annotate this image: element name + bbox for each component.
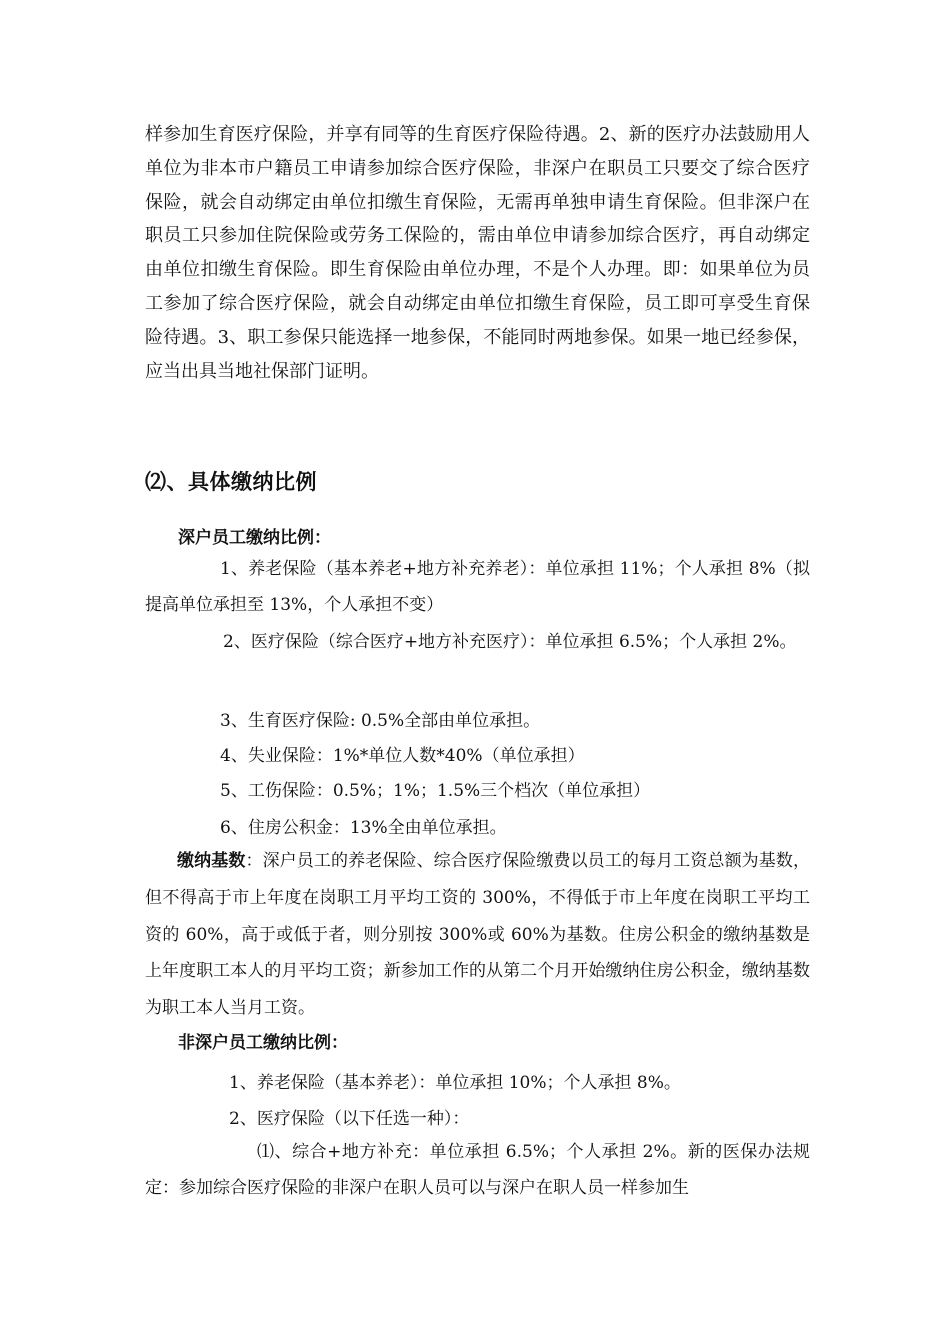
non-shenzhen-item-medical: 2、医疗保险（以下任选一种）： <box>229 1109 470 1129</box>
non-shenzhen-ratio-title: 非深户员工缴纳比例： <box>178 1033 348 1053</box>
non-shenzhen-item-pension: 1、养老保险（基本养老）：单位承担 10%；个人承担 8%。 <box>229 1073 681 1093</box>
shenzhen-item-housing-fund: 6、住房公积金：13%全由单位承担。 <box>220 818 507 838</box>
contribution-basis-paragraph <box>145 843 810 1027</box>
shenzhen-item-medical: 2、医疗保险（综合医疗+地方补充医疗）：单位承担 6.5%；个人承担 2%。 <box>223 632 797 652</box>
section-heading: ⑵、具体缴纳比例 <box>145 470 317 494</box>
intro-paragraph: 样参加生育医疗保险，并享有同等的生育医疗保险待遇。2、新的医疗办法鼓励用人单位为非本市户籍员工申请参加综合医疗保险，非深户在职员工只要交了综合医疗保险，就会自动绑定由单位扣缴生育保险，无需再单独申请生育保险。但非深户在职员工只参加住院保险或劳务工保险的，需由单位申请参加综合医疗，再自动绑定由单位扣缴生育保险。即生育保险由单位办理，不是个人办理。即：如果单位为员工参加了综合医疗保险，就会自动绑定由单位扣缴生育保险，员工即可享受生育保险待遇。3、职工参保只能选择一地参保，不能同时两地参保。如果一地已经参保，应当出具当地社保部门证明。 <box>145 124 810 382</box>
shenzhen-item-maternity: 3、生育医疗保险: 0.5%全部由单位承担。 <box>220 711 541 731</box>
shenzhen-item-injury: 5、工伤保险：0.5%；1%；1.5%三个档次（单位承担） <box>220 781 651 801</box>
basis-text: ：深户员工的养老保险、综合医疗保险缴费以员工的每月工资总额为基数，但不得高于市上年度在岗职工月平均工资的 300%，不得低于市上年度在岗职工平均工资的 60%，高于或低于者，则分别按 300%或 60%为基数。住房公积金的缴纳基数是上年度职工本人的月平均工资；新参加工作的从第二个月开始缴纳住房公积金，缴纳基数为职工本人当月工资。 <box>145 851 811 1019</box>
shenzhen-item-pension: 1、养老保险（基本养老+地方补充养老）：单位承担 11%；个人承担 8%（拟提高单位承担至 13%，个人承担不变） <box>145 559 810 615</box>
shenzhen-item-unemployment: 4、失业保险：1%*单位人数*40%（单位承担） <box>220 746 585 766</box>
shenzhen-ratio-title: 深户员工缴纳比例： <box>178 528 331 548</box>
basis-label: 缴纳基数 <box>177 851 246 871</box>
non-shenzhen-medical-option-1: ⑴、综合+地方补充：单位承担 6.5%；个人承担 2%。新的医保办法规定：参加综合医疗保险的非深户在职人员可以与深户在职人员一样参加生 <box>145 1142 810 1198</box>
